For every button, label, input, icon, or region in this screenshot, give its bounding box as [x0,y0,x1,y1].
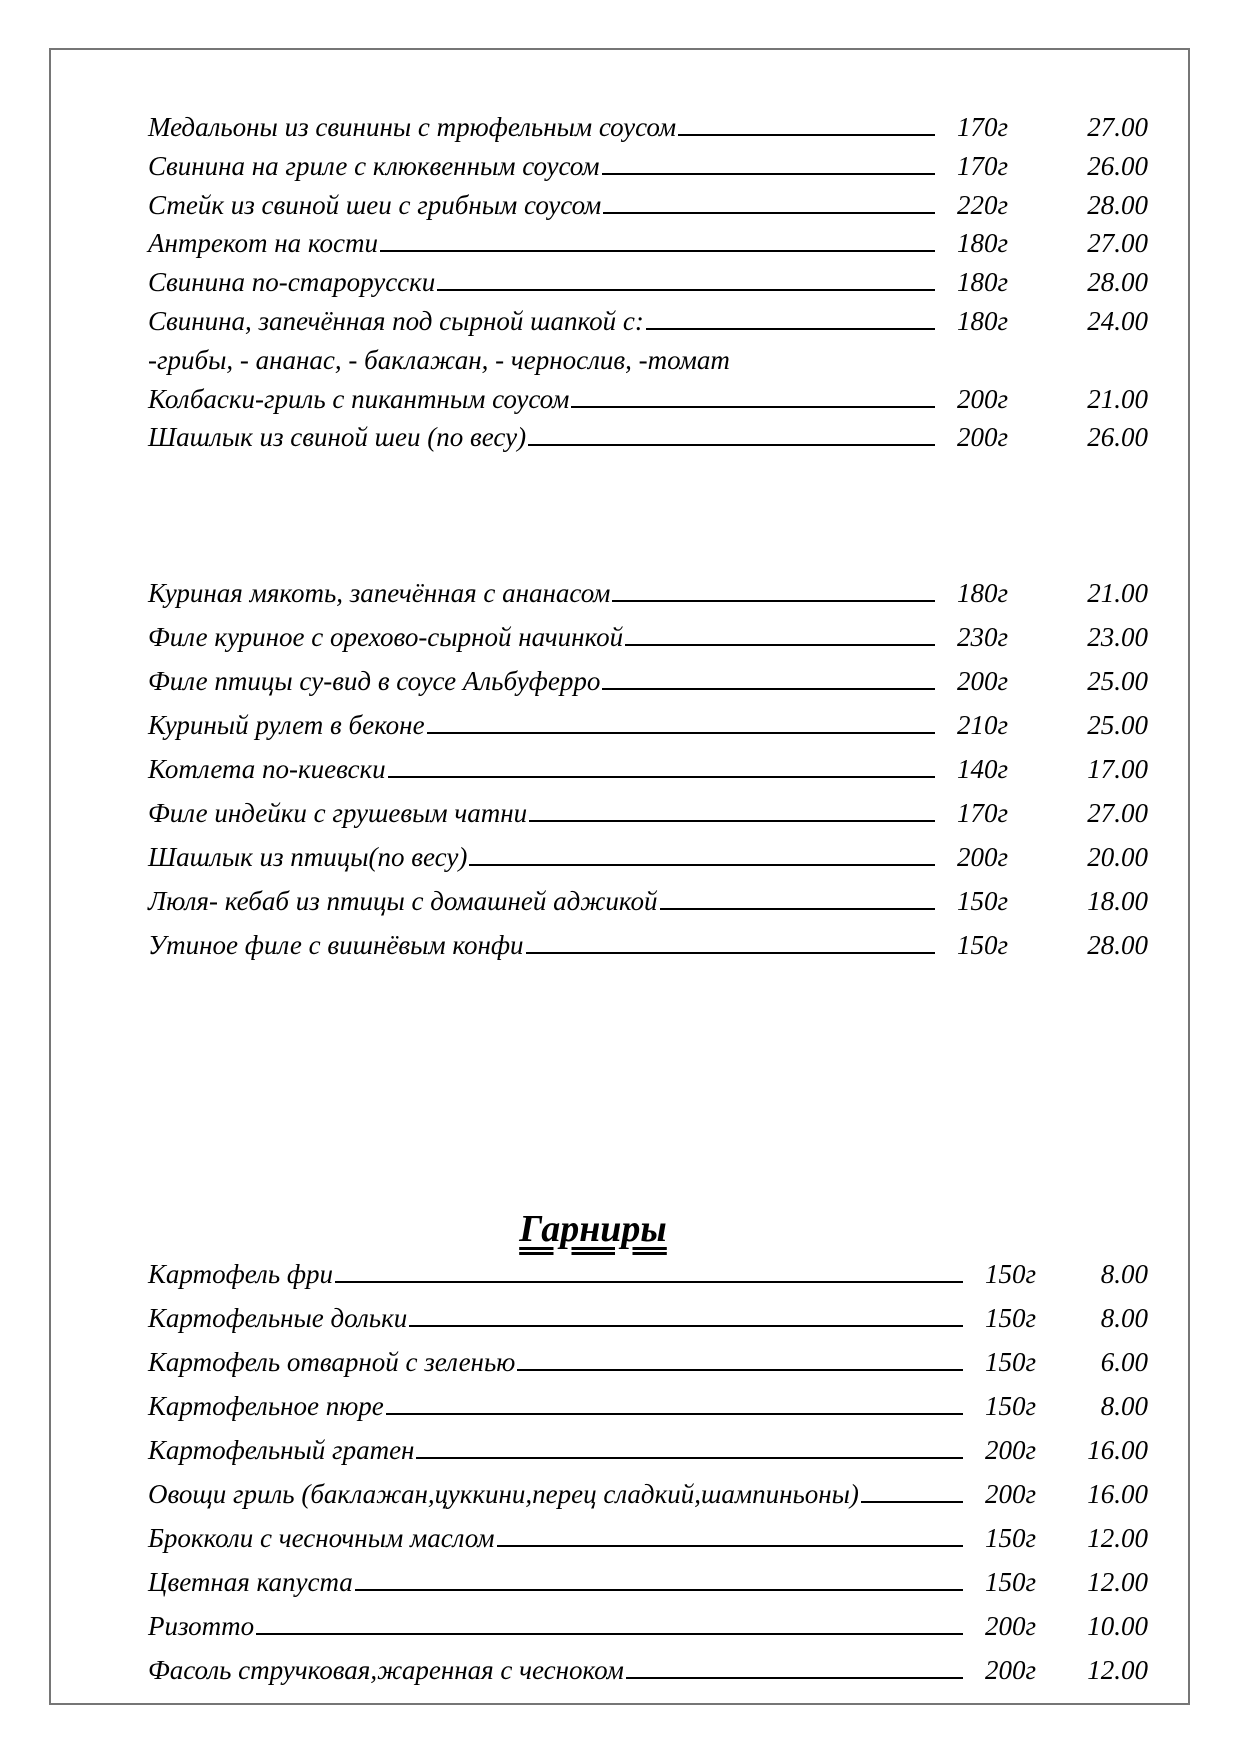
menu-item-row [148,798,1148,842]
dish-weight: 150г [984,1523,1036,1554]
underline-leader [526,951,935,954]
dish-price: 27.00 [1087,112,1148,142]
underline-leader [355,1588,963,1591]
menu-item-row [148,1523,1148,1567]
garnish-heading-wrap [93,1207,1093,1251]
dish-weight: 150г [956,930,1008,961]
dish-name: Шашлык из птицы(по весу) [148,842,468,873]
dish-price: 12.00 [1087,1523,1148,1554]
underline-leader [678,133,935,136]
dish-weight: 150г [984,1347,1036,1378]
underline-leader [409,1324,963,1327]
dish-name: Овощи гриль (баклажан,цуккини,перец сладкий,шампиньоны) [148,1479,859,1510]
menu-item-row [148,886,1148,930]
dish-name: Люля- кебаб из птицы с домашней аджикой [148,886,658,917]
section-title-garnish: Гарниры [519,1208,667,1251]
dish-weight: 210г [956,710,1008,741]
underline-leader [256,1632,963,1635]
menu-item-row [148,1435,1148,1479]
menu-item-row [148,842,1148,886]
dish-price: 8.00 [1100,1303,1148,1334]
dish-weight: 220г [956,189,1008,220]
dish-name: Шашлык из свиной шеи (по весу) [148,422,527,453]
section-pork-dishes [148,112,1148,461]
menu-item-row [148,1347,1148,1391]
dish-name: Медальоны из свинины с трюфельным соусом [148,112,677,142]
dish-weight: 170г [956,150,1008,181]
dish-name: Утиное филе с вишнёвым конфи [148,930,524,961]
dish-name: Картофельное пюре [148,1391,384,1422]
underline-leader [388,775,935,778]
dish-price: 27.00 [1087,798,1148,829]
underline-leader [497,1544,964,1547]
dish-weight: 230г [956,622,1008,653]
menu-item-row [148,578,1148,622]
underline-leader [646,327,935,330]
menu-item-row [148,754,1148,798]
dish-weight: 200г [956,383,1008,414]
dish-name: Ризотто [148,1611,255,1642]
dish-weight: 140г [956,754,1008,785]
underline-leader [437,288,935,291]
dish-weight: 200г [984,1435,1036,1466]
dish-variants-note: -грибы, - ананас, - баклажан, - чернослив, -томат [148,344,730,375]
dish-weight: 200г [984,1479,1036,1510]
menu-item-row [148,930,1148,974]
dish-name: Брокколи с чесночным маслом [148,1523,495,1554]
menu-item-row [148,267,1148,306]
dish-weight: 180г [956,578,1008,609]
menu-item-row [148,1567,1148,1611]
dish-weight: 200г [956,422,1008,453]
dish-name: Филе куриное с орехово-сырной начинкой [148,622,624,653]
menu-item-row [148,384,1148,423]
dish-weight: 150г [984,1391,1036,1422]
dish-price: 26.00 [1087,422,1148,453]
dish-weight: 170г [956,798,1008,829]
dish-price: 8.00 [1100,1259,1148,1290]
dish-weight: 150г [984,1259,1036,1290]
underline-leader [571,405,935,408]
dish-price: 17.00 [1087,754,1148,785]
menu-item-row [148,710,1148,754]
menu-item-row [148,666,1148,710]
dish-weight: 180г [956,228,1008,259]
underline-leader [380,249,935,252]
menu-item-row [148,190,1148,229]
underline-leader [612,599,935,602]
underline-leader [517,1368,963,1371]
dish-price: 25.00 [1087,710,1148,741]
dish-name: Филе индейки с грушевым чатни [148,798,528,829]
underline-leader [603,211,935,214]
dish-weight: 150г [984,1303,1036,1334]
menu-item-row [148,151,1148,190]
underline-leader [335,1280,963,1283]
dish-weight: 180г [956,305,1008,336]
menu-item-row [148,1655,1148,1699]
menu-item-row [148,1611,1148,1655]
dish-weight: 170г [956,112,1008,142]
menu-item-row [148,422,1148,461]
dish-name: Антрекот на кости [148,228,378,259]
dish-price: 21.00 [1087,578,1148,609]
dish-price: 21.00 [1087,383,1148,414]
menu-item-row [148,228,1148,267]
dish-price: 6.00 [1100,1347,1148,1378]
dish-name: Котлета по-киевски [148,754,386,785]
underline-leader [602,172,936,175]
dish-weight: 150г [984,1567,1036,1598]
underline-leader [386,1412,963,1415]
dish-price: 16.00 [1087,1435,1148,1466]
dish-name: Стейк из свиной шеи с грибным соусом [148,189,602,220]
menu-item-row [148,112,1148,151]
dish-price: 12.00 [1087,1655,1148,1686]
dish-price: 8.00 [1100,1391,1148,1422]
menu-item-row [148,1479,1148,1523]
menu-item-row [148,1303,1148,1347]
dish-weight: 200г [984,1611,1036,1642]
dish-price: 16.00 [1087,1479,1148,1510]
underline-leader [626,1676,963,1679]
menu-item-row [148,1259,1148,1303]
underline-leader [602,687,935,690]
underline-leader [469,863,935,866]
dish-name: Свинина, запечённая под сырной шапкой с: [148,305,644,336]
dish-price: 25.00 [1087,666,1148,697]
dish-price: 18.00 [1087,886,1148,917]
page-border-frame [49,48,1190,1705]
dish-price: 28.00 [1087,267,1148,298]
dish-price: 23.00 [1087,622,1148,653]
dish-name: Картофельный гратен [148,1435,415,1466]
dish-name: Куриная мякоть, запечённая с ананасом [148,578,611,609]
dish-price: 28.00 [1087,930,1148,961]
dish-weight: 150г [956,886,1008,917]
menu-item-row [148,622,1148,666]
dish-name: Картофель отварной с зеленью [148,1347,516,1378]
dish-name: Картофель фри [148,1259,334,1290]
menu-content [148,112,1148,1699]
underline-leader [625,643,935,646]
section-poultry-dishes [148,578,1148,974]
dish-name: Картофельные дольки [148,1303,408,1334]
section-garnish-dishes [148,1259,1148,1699]
dish-price: 12.00 [1087,1567,1148,1598]
dish-weight: 180г [956,267,1008,298]
dish-price: 26.00 [1087,150,1148,181]
dish-weight: 200г [956,842,1008,873]
dish-name: Филе птицы су-вид в соусе Альбуферро [148,666,601,697]
dish-name: Колбаски-гриль с пикантным соусом [148,383,570,414]
underline-leader [861,1500,963,1503]
dish-price: 27.00 [1087,228,1148,259]
dish-name: Свинина по-старорусски [148,267,436,298]
dish-name: Свинина на гриле с клюквенным соусом [148,150,600,181]
dish-name: Куриный рулет в беконе [148,710,425,741]
underline-leader [427,731,935,734]
dish-name: Цветная капуста [148,1567,353,1598]
dish-weight: 200г [984,1655,1036,1686]
underline-leader [660,907,935,910]
menu-item-row [148,1391,1148,1435]
underline-leader [528,443,935,446]
dish-price: 20.00 [1087,842,1148,873]
underline-leader [416,1456,963,1459]
dish-name: Фасоль стручковая,жаренная с чесноком [148,1655,624,1686]
menu-item-row [148,306,1148,345]
dish-price: 24.00 [1087,305,1148,336]
dish-weight: 200г [956,666,1008,697]
dish-price: 10.00 [1087,1611,1148,1642]
dish-price: 28.00 [1087,189,1148,220]
underline-leader [529,819,935,822]
